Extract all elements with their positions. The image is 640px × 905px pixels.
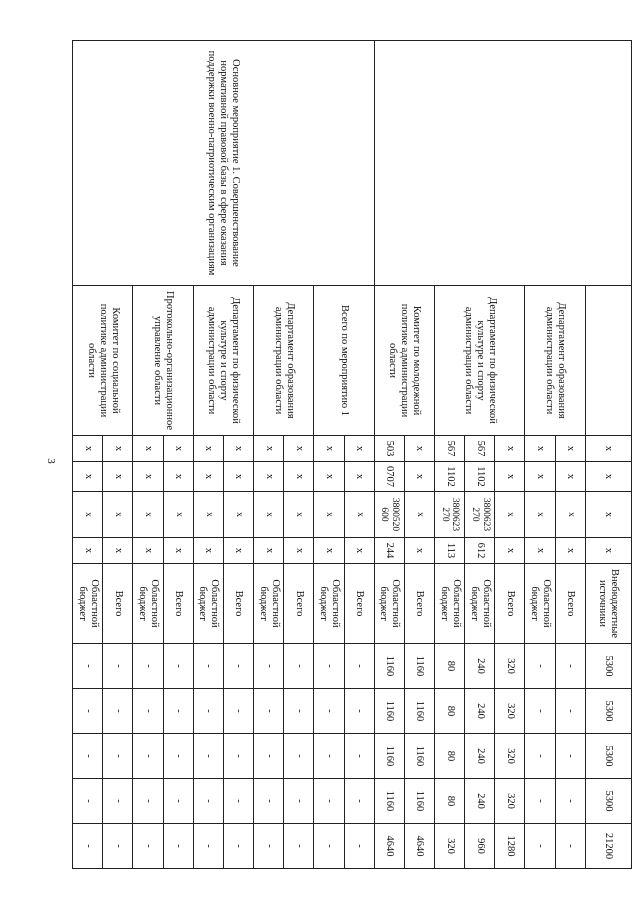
total-cell: - [223, 824, 253, 869]
year4-cell: 80 [434, 779, 464, 824]
year4-cell: 240 [465, 779, 495, 824]
source-cell: Всего [103, 564, 133, 644]
total-cell: - [133, 824, 163, 869]
year1-cell: - [193, 644, 223, 689]
rzpr-cell: x [103, 462, 133, 492]
year3-cell: - [193, 734, 223, 779]
vr-cell: x [525, 538, 555, 564]
source-cell: Областной бюджет [434, 564, 464, 644]
org-cell: Протокольно-организационное управление области [133, 286, 193, 436]
year1-cell: - [103, 644, 133, 689]
year3-cell: - [254, 734, 284, 779]
csr-cell: 3800623 270 [434, 492, 464, 538]
total-cell: - [103, 824, 133, 869]
org-cell: Комитет по социальной политике администрации области [73, 286, 133, 436]
year3-cell: - [103, 734, 133, 779]
year1-cell: 80 [434, 644, 464, 689]
csr-cell: x [163, 492, 193, 538]
year4-cell: - [193, 779, 223, 824]
year4-cell: - [525, 779, 555, 824]
year1-cell: 1160 [404, 644, 434, 689]
source-cell: Областной бюджет [254, 564, 284, 644]
vr-cell: x [163, 538, 193, 564]
rzpr-cell: 1102 [434, 462, 464, 492]
source-cell: Областной бюджет [374, 564, 404, 644]
csr-cell: x [585, 492, 631, 538]
rzpr-cell: x [525, 462, 555, 492]
vr-cell: x [404, 538, 434, 564]
csr-cell: x [103, 492, 133, 538]
table-container [72, 40, 632, 868]
year3-cell: 1160 [404, 734, 434, 779]
rzpr-cell: x [73, 462, 103, 492]
table-row [585, 41, 631, 869]
year3-cell: 240 [465, 734, 495, 779]
csr-cell: x [254, 492, 284, 538]
org-cell [585, 286, 631, 436]
vr-cell: x [193, 538, 223, 564]
csr-cell: x [495, 492, 525, 538]
csr-cell: x [525, 492, 555, 538]
grbs-cell: 567 [434, 436, 464, 462]
main-measure-cell: Основное мероприятие 1. Совершенствование нормативной правовой базы в сфере оказания поддержки военно-патриотическим организациям [73, 41, 375, 286]
csr-cell: x [73, 492, 103, 538]
grbs-cell: x [254, 436, 284, 462]
source-cell: Внебюджетные источники [585, 564, 631, 644]
csr-cell: x [284, 492, 314, 538]
grbs-cell: x [495, 436, 525, 462]
vr-cell: x [555, 538, 585, 564]
rzpr-cell: x [495, 462, 525, 492]
csr-cell: 3800623 270 [465, 492, 495, 538]
year2-cell: - [254, 689, 284, 734]
year3-cell: 320 [495, 734, 525, 779]
total-cell: - [284, 824, 314, 869]
year4-cell: - [223, 779, 253, 824]
source-cell: Всего [555, 564, 585, 644]
year1-cell: - [73, 644, 103, 689]
org-cell: Департамент образования администрации области [254, 286, 314, 436]
year1-cell: - [314, 644, 344, 689]
year4-cell: - [73, 779, 103, 824]
year1-cell: 240 [465, 644, 495, 689]
org-cell: Всего по мероприятию 1 [314, 286, 374, 436]
year4-cell: 320 [495, 779, 525, 824]
vr-cell: x [314, 538, 344, 564]
year3-cell: - [555, 734, 585, 779]
grbs-cell: 503 [374, 436, 404, 462]
grbs-cell: x [344, 436, 374, 462]
year1-cell: - [284, 644, 314, 689]
year2-cell: 5300 [585, 689, 631, 734]
vr-cell: 244 [374, 538, 404, 564]
year2-cell: 320 [495, 689, 525, 734]
vr-cell: x [585, 538, 631, 564]
rzpr-cell: x [254, 462, 284, 492]
year1-cell: - [344, 644, 374, 689]
rzpr-cell: x [404, 462, 434, 492]
csr-cell: x [133, 492, 163, 538]
rzpr-cell: x [585, 462, 631, 492]
total-cell: 21200 [585, 824, 631, 869]
csr-cell: x [344, 492, 374, 538]
org-cell: Департамент по физической культуре и спорту администрации области [434, 286, 524, 436]
year4-cell: - [254, 779, 284, 824]
year3-cell: - [163, 734, 193, 779]
year2-cell: 1160 [374, 689, 404, 734]
source-cell: Всего [163, 564, 193, 644]
org-cell: Департамент образования администрации области [525, 286, 585, 436]
total-cell: - [73, 824, 103, 869]
grbs-cell: x [585, 436, 631, 462]
year1-cell: 5300 [585, 644, 631, 689]
grbs-cell: x [223, 436, 253, 462]
year2-cell: 1160 [404, 689, 434, 734]
grbs-cell: x [73, 436, 103, 462]
year3-cell: - [314, 734, 344, 779]
rzpr-cell: x [314, 462, 344, 492]
org-cell: Департамент по физической культуре и спорту администрации области [193, 286, 253, 436]
source-cell: Областной бюджет [133, 564, 163, 644]
source-cell: Областной бюджет [314, 564, 344, 644]
year4-cell: - [163, 779, 193, 824]
rzpr-cell: x [284, 462, 314, 492]
year2-cell: - [223, 689, 253, 734]
total-cell: 4640 [404, 824, 434, 869]
year3-cell: - [223, 734, 253, 779]
rzpr-cell: x [555, 462, 585, 492]
grbs-cell: x [555, 436, 585, 462]
year4-cell: - [314, 779, 344, 824]
total-cell: - [254, 824, 284, 869]
year3-cell: 5300 [585, 734, 631, 779]
year3-cell: - [525, 734, 555, 779]
year1-cell: 320 [495, 644, 525, 689]
year2-cell: - [193, 689, 223, 734]
year2-cell: - [133, 689, 163, 734]
year2-cell: 240 [465, 689, 495, 734]
year3-cell: - [284, 734, 314, 779]
year4-cell: - [555, 779, 585, 824]
total-cell: 320 [434, 824, 464, 869]
year3-cell: - [73, 734, 103, 779]
rzpr-cell: x [193, 462, 223, 492]
page-number: 3 [44, 458, 57, 464]
total-cell: - [163, 824, 193, 869]
grbs-cell: x [404, 436, 434, 462]
grbs-cell: x [284, 436, 314, 462]
table-row [344, 41, 374, 869]
year4-cell: - [103, 779, 133, 824]
source-cell: Всего [404, 564, 434, 644]
vr-cell: x [284, 538, 314, 564]
grbs-cell: x [193, 436, 223, 462]
total-cell: - [314, 824, 344, 869]
org-cell: Комитет по молодежной политике администрации области [374, 286, 434, 436]
source-cell: Областной бюджет [193, 564, 223, 644]
year4-cell: 1160 [374, 779, 404, 824]
source-cell: Всего [495, 564, 525, 644]
grbs-cell: x [314, 436, 344, 462]
vr-cell: x [344, 538, 374, 564]
year4-cell: - [133, 779, 163, 824]
empty-cell [374, 41, 631, 286]
total-cell: - [193, 824, 223, 869]
year2-cell: - [314, 689, 344, 734]
rzpr-cell: x [344, 462, 374, 492]
source-cell: Всего [223, 564, 253, 644]
vr-cell: x [133, 538, 163, 564]
csr-cell: x [404, 492, 434, 538]
year2-cell: - [73, 689, 103, 734]
year2-cell: - [103, 689, 133, 734]
source-cell: Областной бюджет [465, 564, 495, 644]
year1-cell: - [133, 644, 163, 689]
year1-cell: - [254, 644, 284, 689]
source-cell: Всего [284, 564, 314, 644]
vr-cell: x [495, 538, 525, 564]
year1-cell: - [525, 644, 555, 689]
year1-cell: - [163, 644, 193, 689]
year2-cell: 80 [434, 689, 464, 734]
total-cell: 4640 [374, 824, 404, 869]
year3-cell: - [133, 734, 163, 779]
total-cell: - [555, 824, 585, 869]
vr-cell: x [73, 538, 103, 564]
vr-cell: x [223, 538, 253, 564]
year1-cell: - [223, 644, 253, 689]
csr-cell: x [223, 492, 253, 538]
grbs-cell: 567 [465, 436, 495, 462]
vr-cell: 612 [465, 538, 495, 564]
grbs-cell: x [163, 436, 193, 462]
grbs-cell: x [133, 436, 163, 462]
csr-cell: x [314, 492, 344, 538]
rzpr-cell: 0707 [374, 462, 404, 492]
year4-cell: 1160 [404, 779, 434, 824]
total-cell: 960 [465, 824, 495, 869]
rzpr-cell: x [223, 462, 253, 492]
budget-table [72, 40, 632, 869]
total-cell: 1280 [495, 824, 525, 869]
year4-cell: - [284, 779, 314, 824]
vr-cell: x [103, 538, 133, 564]
year3-cell: 1160 [374, 734, 404, 779]
total-cell: - [525, 824, 555, 869]
year3-cell: - [344, 734, 374, 779]
year1-cell: - [555, 644, 585, 689]
source-cell: Областной бюджет [525, 564, 555, 644]
year2-cell: - [555, 689, 585, 734]
csr-cell: x [193, 492, 223, 538]
year3-cell: 80 [434, 734, 464, 779]
rzpr-cell: 1102 [465, 462, 495, 492]
rzpr-cell: x [133, 462, 163, 492]
year1-cell: 1160 [374, 644, 404, 689]
year2-cell: - [344, 689, 374, 734]
vr-cell: x [254, 538, 284, 564]
csr-cell: x [555, 492, 585, 538]
vr-cell: 113 [434, 538, 464, 564]
year4-cell: - [344, 779, 374, 824]
csr-cell: 3800520 600 [374, 492, 404, 538]
rzpr-cell: x [163, 462, 193, 492]
year2-cell: - [163, 689, 193, 734]
grbs-cell: x [525, 436, 555, 462]
year2-cell: - [525, 689, 555, 734]
grbs-cell: x [103, 436, 133, 462]
source-cell: Всего [344, 564, 374, 644]
source-cell: Областной бюджет [73, 564, 103, 644]
year2-cell: - [284, 689, 314, 734]
total-cell: - [344, 824, 374, 869]
year4-cell: 5300 [585, 779, 631, 824]
